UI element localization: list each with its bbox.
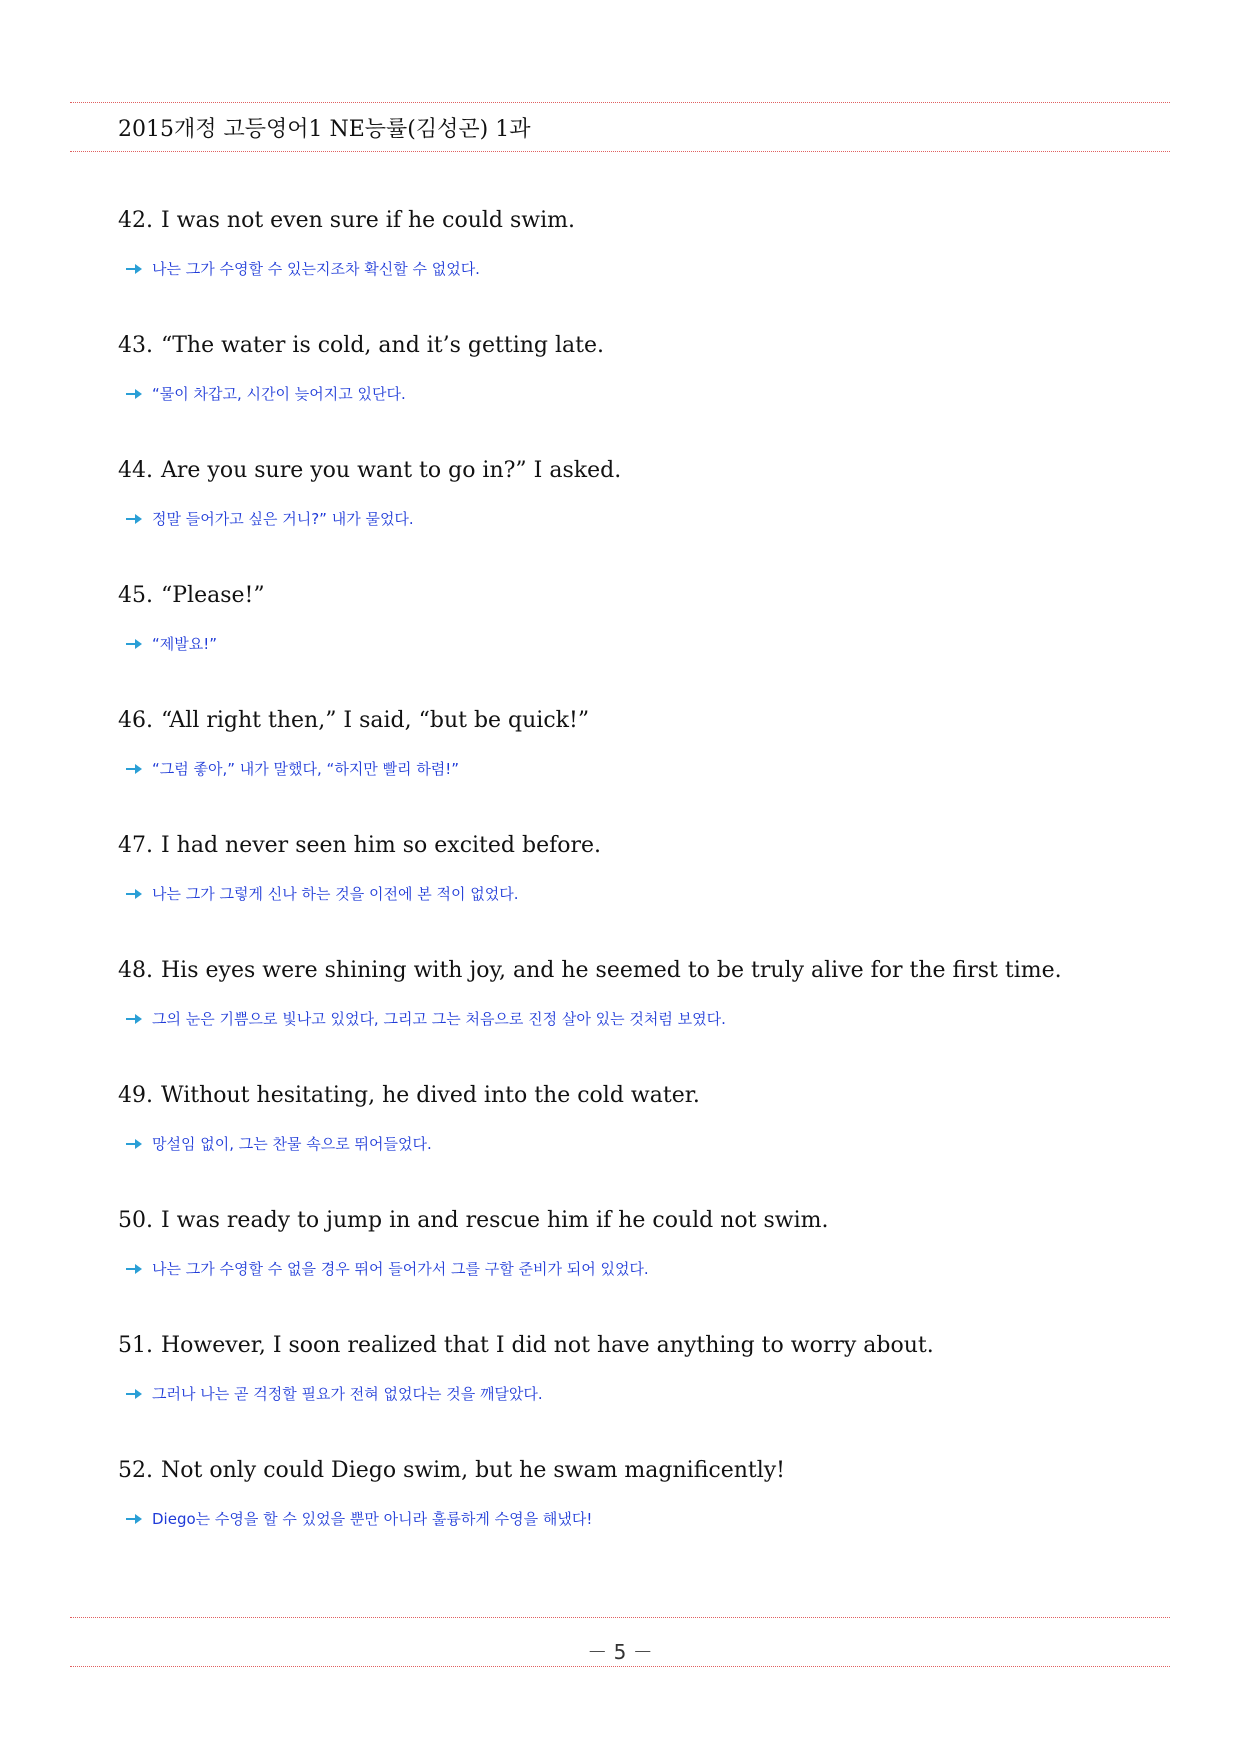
footer-bottom-rule [70,1666,1170,1667]
korean-text: 정말 들어가고 싶은 거니?” 내가 물었다. [152,510,414,528]
sentence-number: 51. [118,1333,153,1358]
korean-text: “그럼 좋아,” 내가 말했다, “하지만 빨리 하렴!” [152,760,460,778]
korean-translation [126,883,518,904]
korean-text: 나는 그가 그렇게 신나 하는 것을 이전에 본 적이 없었다. [152,885,519,903]
sentence-item [118,208,1138,333]
english-sentence [118,958,1062,983]
sentence-item [118,1208,1138,1333]
english-sentence [118,458,621,483]
english-text: I was ready to jump in and rescue him if he could not swim. [161,1208,829,1233]
english-text: His eyes were shining with joy, and he seemed to be truly alive for the first time. [161,958,1062,983]
sentence-number: 46. [118,708,153,733]
english-text: Not only could Diego swim, but he swam magnificently! [161,1458,786,1483]
korean-text: “물이 차갑고, 시간이 늦어지고 있단다. [152,385,406,403]
korean-translation [126,1008,726,1029]
arrow-right-icon [126,764,142,774]
sentence-item [118,1333,1138,1458]
arrow-right-icon [126,1514,142,1524]
sentence-number: 42. [118,208,153,233]
sentence-item [118,958,1138,1083]
sentence-item [118,708,1138,833]
korean-translation [126,1258,649,1279]
sentence-item [118,583,1138,708]
header-top-rule [70,102,1170,103]
sentence-list [118,208,1138,1583]
arrow-right-icon [126,1014,142,1024]
english-sentence [118,833,601,858]
sentence-item [118,1458,1138,1583]
english-text: I had never seen him so excited before. [161,833,602,858]
english-sentence [118,333,604,358]
english-text: I was not even sure if he could swim. [161,208,575,233]
korean-text: 그러나 나는 곧 걱정할 필요가 전혀 없었다는 것을 깨달았다. [152,1385,543,1403]
arrow-right-icon [126,389,142,399]
english-text: “The water is cold, and it’s getting late. [161,333,604,358]
english-sentence [118,1333,934,1358]
korean-text: 망설임 없이, 그는 찬물 속으로 뛰어들었다. [152,1135,432,1153]
english-sentence [118,708,589,733]
korean-translation [126,258,480,279]
header-bottom-rule [70,151,1170,152]
arrow-right-icon [126,889,142,899]
sentence-number: 47. [118,833,153,858]
korean-translation [126,508,414,529]
arrow-right-icon [126,514,142,524]
sentence-number: 43. [118,333,153,358]
sentence-item [118,333,1138,458]
korean-text: 나는 그가 수영할 수 있는지조차 확신할 수 없었다. [152,260,480,278]
korean-translation [126,1383,543,1404]
footer-top-rule [70,1617,1170,1618]
korean-translation [126,633,217,654]
korean-translation [126,758,459,779]
sentence-number: 52. [118,1458,153,1483]
english-sentence [118,583,265,608]
arrow-right-icon [126,1264,142,1274]
sentence-number: 48. [118,958,153,983]
korean-translation [126,1508,592,1529]
english-sentence [118,1458,785,1483]
korean-text: Diego는 수영을 할 수 있었을 뿐만 아니라 훌륭하게 수영을 해냈다! [152,1510,593,1528]
english-text: Without hesitating, he dived into the cold water. [161,1083,700,1108]
english-sentence [118,208,575,233]
sentence-item [118,833,1138,958]
korean-translation [126,1133,432,1154]
korean-text: “제발요!” [152,635,218,653]
header-title: 2015개정 고등영어1 NE능률(김성곤) 1과 [118,117,531,142]
arrow-right-icon [126,264,142,274]
korean-text: 그의 눈은 기쁨으로 빛나고 있었다, 그리고 그는 처음으로 진정 살아 있는 것처럼 보였다. [152,1010,726,1028]
korean-text: 나는 그가 수영할 수 없을 경우 뛰어 들어가서 그를 구할 준비가 되어 있었다. [152,1260,649,1278]
sentence-number: 44. [118,458,153,483]
sentence-item [118,1083,1138,1208]
arrow-right-icon [126,1139,142,1149]
sentence-number: 49. [118,1083,153,1108]
arrow-right-icon [126,639,142,649]
sentence-number: 45. [118,583,153,608]
sentence-number: 50. [118,1208,153,1233]
english-sentence [118,1083,700,1108]
korean-translation [126,383,406,404]
page-number: － 5 － [587,1640,653,1664]
english-text: However, I soon realized that I did not have anything to worry about. [161,1333,934,1358]
english-sentence [118,1208,829,1233]
english-text: Are you sure you want to go in?” I asked. [161,458,622,483]
english-text: “Please!” [161,583,265,608]
english-text: “All right then,” I said, “but be quick!” [161,708,590,733]
arrow-right-icon [126,1389,142,1399]
sentence-item [118,458,1138,583]
